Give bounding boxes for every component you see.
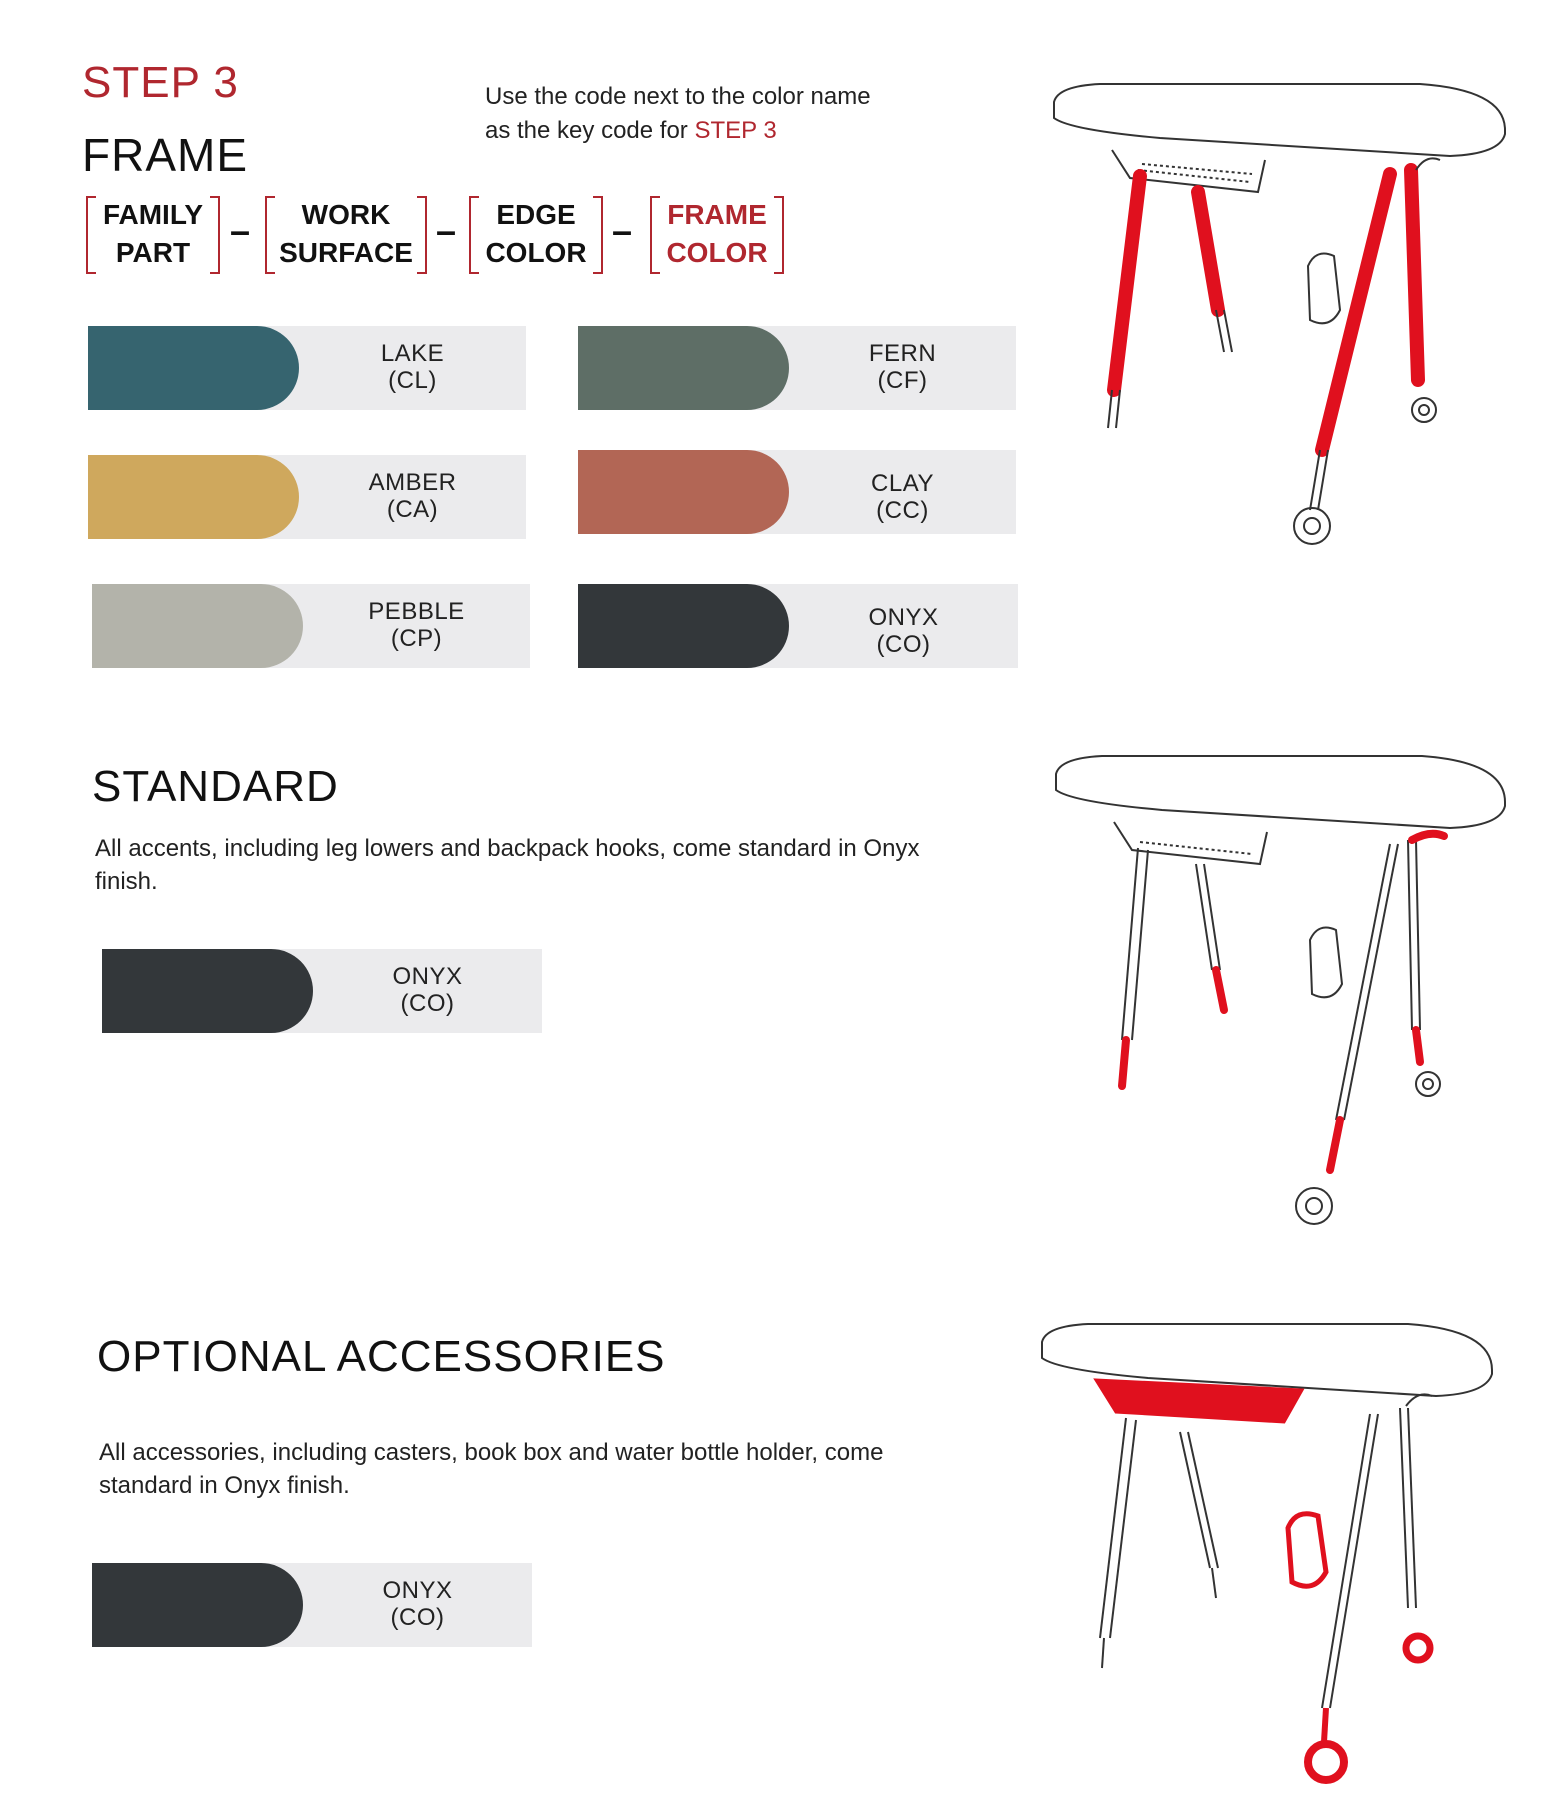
standard-description-line: finish.: [95, 868, 158, 895]
page-title: FRAME: [82, 129, 248, 181]
optional-title: OPTIONAL ACCESSORIES: [97, 1332, 666, 1381]
swatch-code: (CL): [388, 367, 437, 394]
standard-swatch-onyx: [102, 949, 542, 1033]
swatch-lake: [88, 326, 526, 410]
swatch-code: (CO): [876, 631, 931, 658]
swatch-name: ONYX: [382, 1577, 453, 1604]
swatch-pebble: [92, 584, 530, 668]
optional-swatch-onyx: [92, 1563, 532, 1647]
swatch-name: CLAY: [871, 470, 934, 497]
swatch-fern: [578, 326, 1016, 410]
desk-frame-highlight-illustration: [1040, 70, 1520, 570]
standard-description-line: All accents, including leg lowers and backpack hooks, come standard in Onyx: [95, 835, 920, 862]
swatch-clay: [578, 450, 1016, 534]
color-pill: [92, 1563, 303, 1647]
key-segment-line: EDGE: [496, 199, 576, 230]
swatch-name: LAKE: [380, 340, 445, 367]
key-separator: –: [230, 210, 251, 251]
color-pill: [102, 949, 313, 1033]
swatch-code: (CA): [386, 496, 439, 523]
key-segment-line: COLOR: [666, 237, 768, 268]
desk-standard-accents-illustration: [1040, 740, 1520, 1240]
key-segment-edge-color: [469, 196, 603, 270]
key-separator: –: [612, 210, 633, 251]
swatch-name: ONYX: [392, 963, 463, 990]
swatch-code: (CC): [876, 497, 929, 524]
color-pill: [88, 455, 299, 539]
color-pill: [578, 326, 789, 410]
swatch-amber: [88, 455, 526, 539]
color-pill: [578, 450, 789, 534]
instruction-text: [485, 80, 945, 148]
swatch-name: AMBER: [368, 469, 457, 496]
key-segment-frame-color: [650, 196, 784, 270]
instruction-line-1: Use the code next to the color name: [485, 83, 871, 110]
swatch-code: (CO): [390, 1604, 445, 1631]
instruction-line-2: [485, 114, 945, 148]
swatch-code: (CF): [877, 367, 928, 394]
color-pill: [578, 584, 789, 668]
key-segment-line: FAMILY: [102, 199, 204, 230]
color-pill: [92, 584, 303, 668]
swatch-name: PEBBLE: [368, 598, 465, 625]
optional-description-line: All accessories, including casters, book box and water bottle holder, come: [99, 1439, 884, 1466]
optional-description: [99, 1436, 1019, 1502]
swatch-code: (CP): [390, 625, 443, 652]
key-segment-line: FRAME: [667, 199, 767, 230]
instruction-highlight: STEP 3: [694, 117, 777, 144]
key-segment-line: WORK: [301, 199, 391, 230]
key-segment-line: COLOR: [485, 237, 587, 268]
standard-title: STANDARD: [92, 762, 339, 811]
desk-optional-accessories-illustration: [1030, 1308, 1520, 1798]
key-segment-family-part: [86, 196, 220, 270]
optional-description-line: standard in Onyx finish.: [99, 1472, 350, 1499]
swatch-name: FERN: [868, 340, 937, 367]
swatch-onyx: [578, 584, 1018, 668]
key-separator: –: [436, 210, 457, 251]
swatch-name: ONYX: [868, 604, 939, 631]
step-title: STEP 3: [82, 58, 239, 107]
key-segment-line: SURFACE: [279, 237, 413, 268]
instruction-prefix: as the key code for: [485, 117, 695, 144]
key-segment-work-surface: [265, 196, 427, 270]
swatch-code: (CO): [400, 990, 455, 1017]
key-segment-line: PART: [115, 237, 191, 268]
standard-description: [95, 832, 1015, 898]
color-pill: [88, 326, 299, 410]
